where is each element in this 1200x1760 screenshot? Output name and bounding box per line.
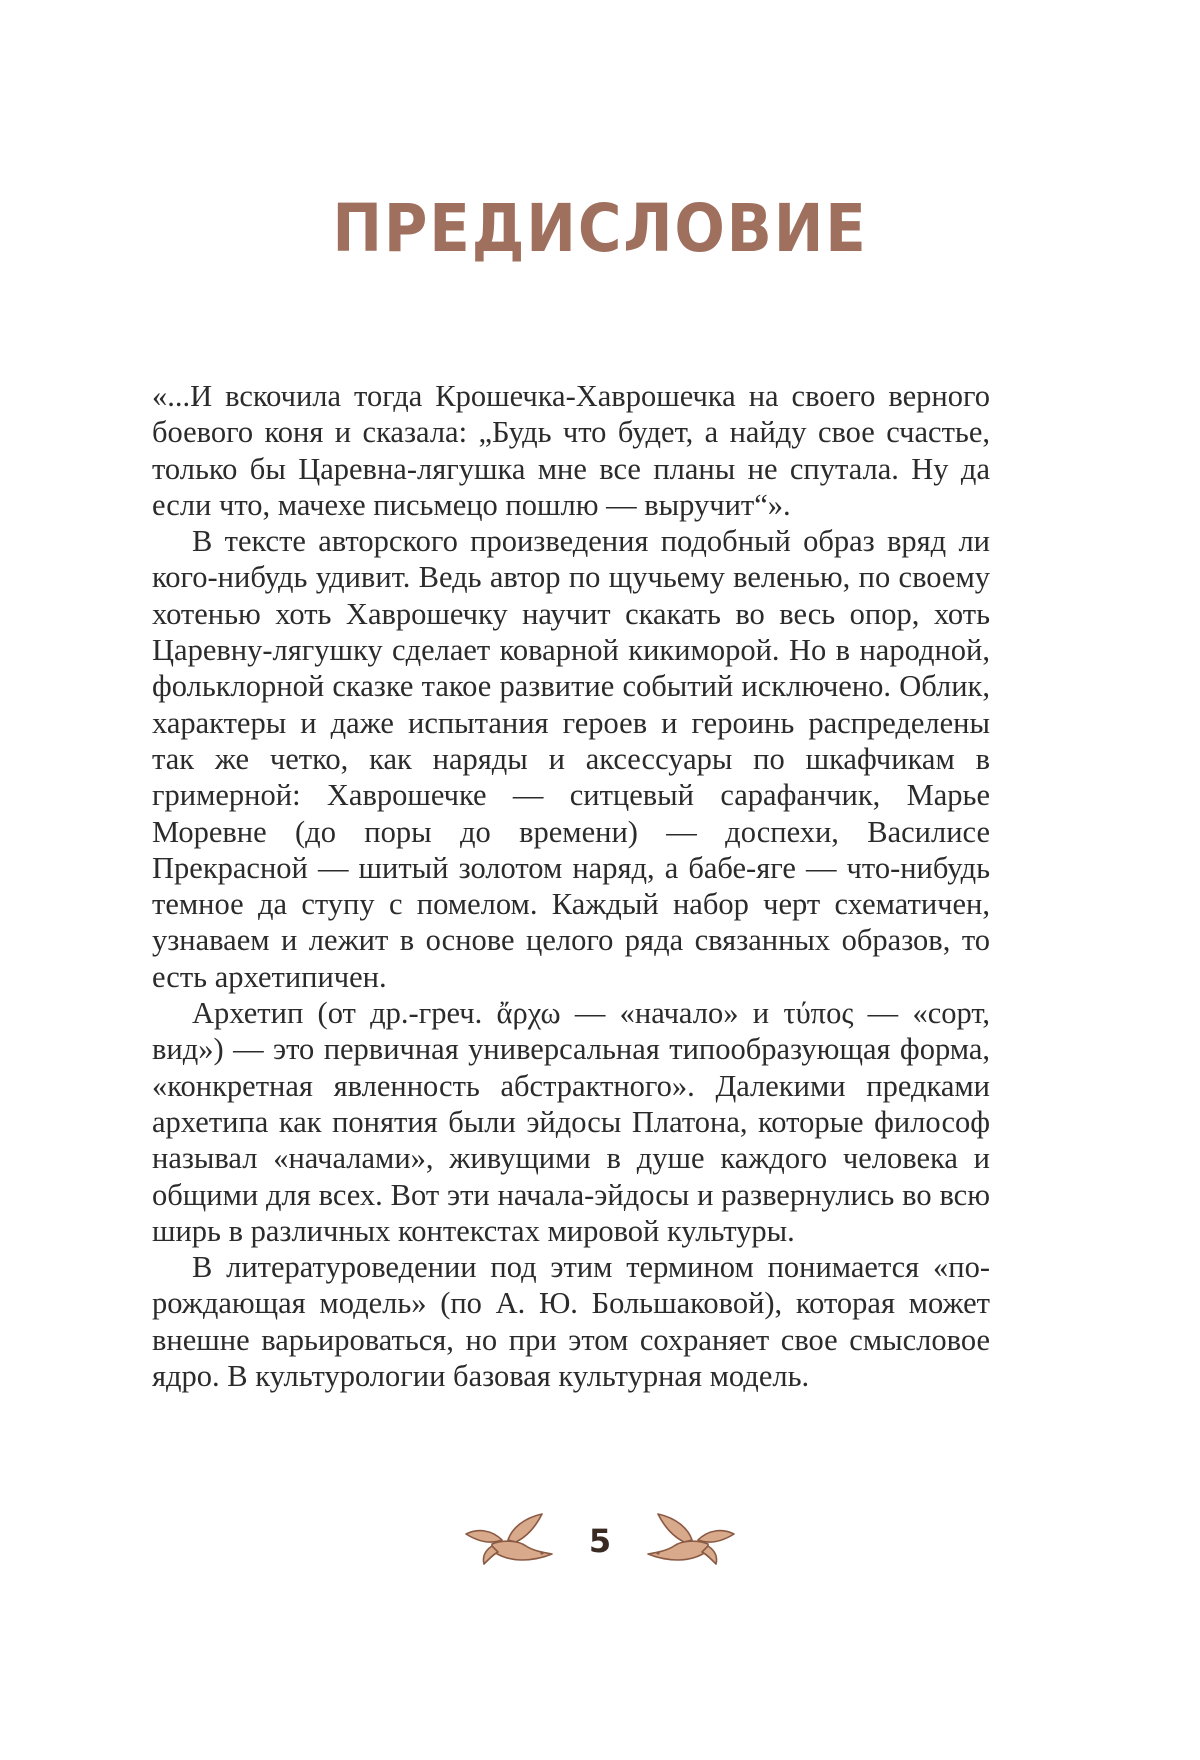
bird-ornament-icon (642, 1510, 738, 1572)
paragraph-2: В тексте авторского произведения подобный образ вряд ли кого-нибудь удивит. Ведь автор по щучьему веленью, по своему хотенью хоть Хаврошечку научит скакать во весь опор, хоть Царевну-лягушку сделает коварной кикиморой. Но в народной, фольклорной сказке такое развитие событий исключено. Облик, характеры и даже испытания героев и героинь распределены так же четко, как наряды и аксессуары по шкафчикам в гримерной: Хаврошечке — ситцевый сарафанчик, Марье Моревне (до поры до времени) — доспехи, Василисе Прекрасной — шитый золотом наряд, а бабе-яге — что-нибудь темное да ступу с помелом. Каждый набор черт схематичен, узнаваем и лежит в основе целого ряда связанных образов, то есть архетипичен. (152, 524, 990, 994)
page-footer (0, 1496, 1200, 1586)
page-number: 5 (588, 1522, 612, 1560)
chapter-title: ПРЕДИСЛОВИЕ (332, 190, 868, 267)
bird-ornament-icon (462, 1510, 558, 1572)
paragraph-4: В литературоведении под этим термином понимается «порождающая модель» (по А. Ю. Большаковой), которая может внешне варьироваться, но при этом сохраняет свое смысловое ядро. В культурологии базовая культурная модель. (152, 1250, 990, 1394)
paragraph-1: «...И вскочила тогда Крошечка-Хаврошечка на своего верного боевого коня и сказала: „Будь что будет, а найду свое счастье, только бы Царевна-лягушка мне все планы не спутала. Ну да если что, мачехе письмецо пошлю — выручит“». (152, 379, 990, 522)
paragraph-3: Архетип (от др.-греч. ἄρχω — «начало» и τύπος — «сорт, вид») — это первичная универсальная типообразующая форма, «конкретная явленность абстрактного». Далекими предками архетипа как понятия были эйдосы Платона, которые философ называл «началами», живущими в душе каждого человека и общими для всех. Вот эти начала-эйдосы и развернулись во всю ширь в различных контекстах мировой культуры. (152, 996, 990, 1248)
body-text (152, 378, 990, 1394)
